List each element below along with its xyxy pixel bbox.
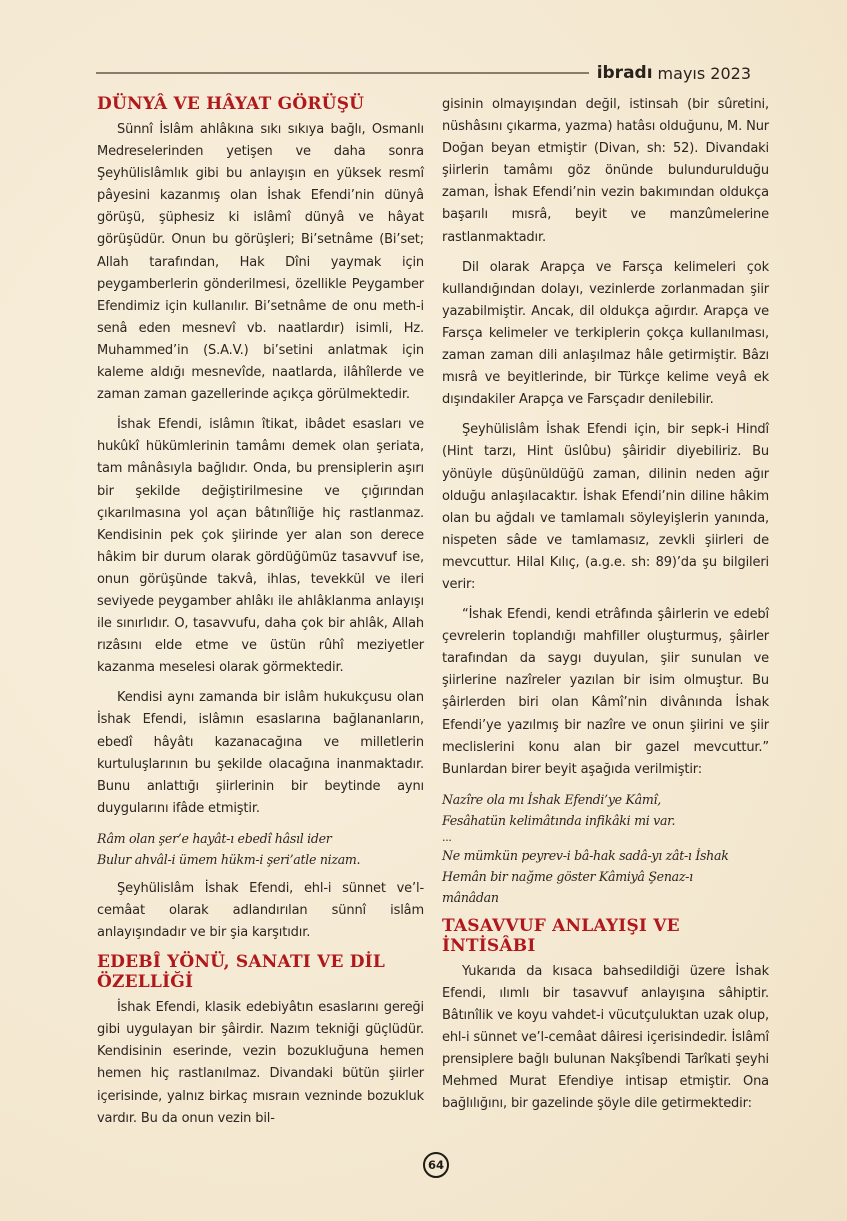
paragraph: Sünnî İslâm ahlâkına sıkı sıkıya bağlı, Osmanlı Medreselerinden yetişen ve daha sonra Şeyhülislâmlık gibi bu anlayışın en yüksek resmî pâyesini kazanmış olan İshak Efendi’nin dünyâ görüşü, şüphesiz ki islâmî dünyâ ve hâyat görüşüdür. Onun bu görüşleri; Bi’setnâme (Bi’set; Allah tarafından, Hak Dîni yaymak için peygamberlerin gönderilmesi, özellikle Peygamber Efendimiz için kullanılır. Bi’setnâme de onu meth-i senâ eden mesnevî vb. naatlardır) isimli, Hz. Muhammed’in (S.A.V.) bi’setini anlatmak için kaleme aldığı mesnevîde, naatlarda, ilâhîlerde ve zaman zaman gazellerinde açıkça görülmektedir. — [97, 122, 424, 403]
verse-line: Bulur ahvâl-i ümem hükm-i şeri’atle nizam. — [97, 851, 361, 867]
paragraph: Şeyhülislâm İshak Efendi, ehl-i sünnet ve’l-cemâat olarak adlandırılan sünnî islâm anlayışındadır ve bir şia karşıtıdır. — [97, 880, 424, 941]
verse-line: Ne mümkün peyrev-i bâ-hak sadâ-yı zât-ı İshak — [442, 847, 729, 863]
verse-line: Fesâhatün kelimâtında infikâki mi var. — [442, 812, 676, 828]
verse-line: mânâdan — [442, 889, 499, 905]
verse-couplet — [97, 828, 424, 870]
paragraph: Dil olarak Arapça ve Farsça kelimeleri çok kullandığından dolayı, vezinlerde zorlanmadan şiir yazabilmiştir. Ancak, dil oldukça ağırdır. Arapça ve Farsça kelimeler ve terkiplerin çokça kullanılması, zaman zaman dili anlaşılmaz hâle getirmiştir. Bâzı mısrâ ve beyitlerinde, bir Türkçe kelime veyâ ek dışındakiler Arapça ve Farsçadır denilebilir. — [442, 259, 769, 408]
paragraph: İshak Efendi, islâmın îtikat, ibâdet esasları ve hukûkî hükümlerinin tamâmı demek olan şeriata, tam mânâsıyla bağlıdır. Onda, bu prensiplerin aşırı bir şekilde değiştirilmesine ve çığırından çıkarılmasına yol açan bâtınîliğe hiç rastlanmaz. Kendisinin pek çok şiirinde yer alan son derece hâkim bir durum olarak gördüğümüz tasavvuf ise, onun görüşünde takvâ, ihlas, tevekkül ve ileri seviyede peygamber ahlâkı ile ahlâklanma anlayışı ile sınırlıdır. O, tasavvufu, daha çok bir ahlâk, Allah rızâsını elde etme ve üstün rûhî meziyetler kazanma meselesi olarak görmektedir. — [97, 417, 424, 676]
verse-ellipsis: ... — [442, 830, 452, 844]
paragraph: gisinin olmayışından değil, istinsah (bir sûretini, nüshâsını çıkarma, yazma) hatâsı olduğunu, M. Nur Doğan beyan etmiştir (Divan, sh: 52). Divandaki şiirlerin tamâmı göz önünde bulundurulduğu zaman, İshak Efendi’nin vezin bakımından oldukça başarılı mısrâ, beyit ve manzûmelerine rastlanmaktadır. — [442, 97, 769, 245]
paragraph: Kendisi aynı zamanda bir islâm hukukçusu olan İshak Efendi, islâmın esaslarına bağlananların, ebedî hâyâtı kazanacağına ve milletlerin kurtuluşlarının bu şekilde olacağına inanmaktadır. Bunu anlattığı şiirlerinin bir beytinde aynı duygularını ifâde etmiştir. — [97, 690, 424, 816]
header-rule — [96, 72, 589, 74]
section-heading-worldview: DÜNYÂ VE HÂYAT GÖRÜŞÜ — [97, 94, 365, 114]
paragraph: Yukarıda da kısaca bahsedildiği üzere İshak Efendi, ılımlı bir tasavvuf anlayışına sâhiptir. Bâtınîlik ve koyu vahdet-i vücutçuluktan uzak olup, ehl-i sünnet ve’l-cemâat dâiresi içerisindedir. İslâmî prensiplere bağlı bulunan Nakşîbendi Tarîkati şeyhi Mehmed Murat Efendiye intisap etmiştir. Ona bağlılığını, bir gazelinde şöyle dile getirmektedir: — [442, 963, 769, 1112]
verse-block — [442, 789, 769, 908]
paragraph: Şeyhülislâm İshak Efendi için, bir sepk-i Hindî (Hint tarzı, Hint üslûbu) şâiridir diyebiliriz. Bu yönüyle düşünüldüğü zaman, dilinin neden ağır olduğu anlaşılacaktır. İshak Efendi’nin diline hâkim olan bu ağdalı ve tamlamalı söyleyişlerin yanında, nispeten sâde ve tamlamasız, zevkli şiirleri de mevcuttur. Hilal Kılıç, (a.g.e. sh: 89)’da şu bilgileri verir: — [442, 422, 769, 592]
paragraph: “İshak Efendi, kendi etrâfında şâirlerin ve edebî çevrelerin toplandığı mahfiller oluşturmuş, şâirler tarafından da saygı duyulan, şiir sunulan ve şiirlerine nazîreler yazılan bir isim olmuştur. Bu şâirlerden biri olan Kâmî’nin divânında İshak Efendi’ye yazılmış bir nazîre ve onun şiirini ve şiir meclislerini konu alan bir gazel mevcuttur.” Bunlardan birer beyit aşağıda verilmiştir: — [442, 607, 769, 777]
verse-line: Nazîre ola mı İshak Efendi’ye Kâmî, — [442, 791, 661, 807]
verse-line: Râm olan şer’e hayât-ı ebedî hâsıl ider — [97, 830, 332, 846]
issue-date: mayıs 2023 — [657, 63, 751, 83]
verse-line: Hemân bir nağme göster Kâmiyâ Şenaz-ı — [442, 868, 693, 884]
section-heading-literary: EDEBÎ YÖNÜ, SANATI VE DİL ÖZELLİĞİ — [97, 952, 385, 993]
right-column — [442, 94, 769, 1123]
left-column — [97, 94, 424, 1138]
running-header — [96, 62, 751, 84]
page-number: 64 — [423, 1152, 449, 1178]
magazine-name: ibradı — [596, 63, 653, 83]
paragraph: İshak Efendi, klasik edebiyâtın esaslarını gereği gibi uygulayan bir şâirdir. Nazım tekniği güçlüdür. Kendisinin eserinde, vezin bozukluğuna hemen hemen hiç rastlanılmaz. Divandaki bütün şiirler içerisinde, yalnız birkaç mısraın vezninde bozukluk vardır. Bu da onun vezin bil- — [97, 1000, 424, 1126]
section-heading-sufism: TASAVVUF ANLAYIŞI VE İNTİSÂBI — [442, 915, 680, 956]
